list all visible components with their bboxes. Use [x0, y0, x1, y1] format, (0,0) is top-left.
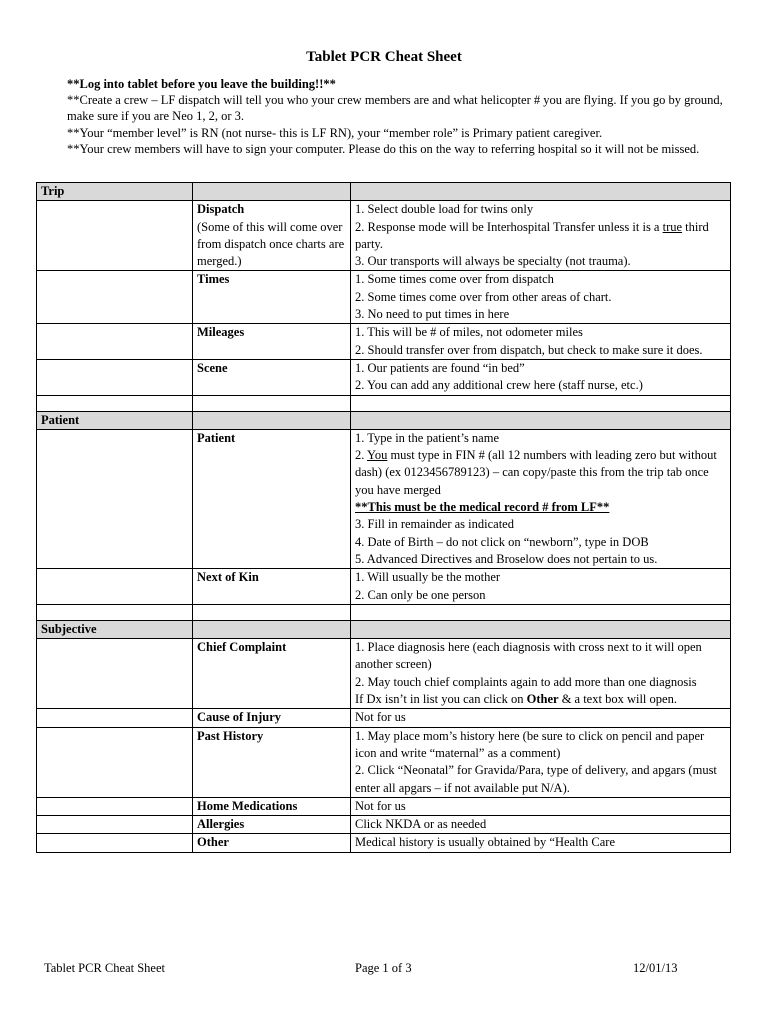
section-header-patient [37, 411, 731, 429]
note-line: 2. Some times come over from other areas of chart. [355, 289, 612, 304]
note-line: 4. Date of Birth – do not click on “newborn”, type in DOB [355, 534, 649, 549]
note-line: 1. Select double load for twins only [355, 202, 534, 217]
notes-cell [351, 359, 731, 395]
table-row [37, 709, 731, 727]
note-text: & a text box will open. [558, 692, 677, 707]
note-emphasis: **This must be the medical record # from LF** [355, 500, 610, 515]
note-line: Not for us [351, 797, 731, 815]
note-line: 1. Place diagnosis here (each diagnosis with cross next to it will open another screen) [355, 640, 702, 672]
note-underlined: true [662, 219, 683, 234]
table-row [37, 569, 731, 605]
note-line: 2. Can only be one person [355, 587, 486, 602]
note-line: Click NKDA or as needed [351, 816, 731, 834]
notes-cell [351, 569, 731, 605]
note-line: 1. Our patients are found “in bed” [355, 360, 525, 375]
note-text: must type in FIN # (all 12 numbers with leading zero but without dash) (ex 0123456789123) – can copy/paste this from the trip tab once you have merged [355, 448, 717, 497]
table-row [37, 201, 731, 271]
note-line: Medical history is usually obtained by “Health Care [351, 834, 731, 852]
intro-note: **Your “member level” is RN (not nurse- this is LF RN), your “member role” is Primary patient caregiver. [67, 125, 603, 140]
footer-date: 12/01/13 [633, 961, 678, 975]
note-line [355, 447, 726, 499]
notes-cell [351, 429, 731, 568]
note-line: 1. Some times come over from dispatch [355, 272, 554, 287]
intro-note: **Create a crew – LF dispatch will tell you who your crew members are and what helicopter # you are flying. If you go by ground, make sure if you are Neo 1, 2, or 3. [67, 93, 723, 124]
topic-label: Other [193, 834, 351, 852]
topic-label: Chief Complaint [193, 639, 351, 709]
footer-title: Tablet PCR Cheat Sheet [44, 961, 165, 975]
table-row-empty [37, 395, 731, 411]
table-row-empty [37, 604, 731, 620]
topic-label: Times [193, 271, 351, 324]
note-line: 2. Click “Neonatal” for Gravida/Para, type of delivery, and apgars (must enter all apgars – if not available put N/A). [355, 763, 717, 795]
cheat-sheet-table [36, 182, 731, 853]
intro-notes [67, 76, 731, 157]
footer-page-number: Page 1 of 3 [355, 961, 412, 975]
note-line: 1. This will be # of miles, not odometer miles [355, 325, 583, 340]
topic-label: Allergies [193, 816, 351, 834]
section-label: Subjective [37, 620, 193, 638]
note-line: Not for us [351, 709, 731, 727]
table-row [37, 429, 731, 568]
note-line: 1. May place mom’s history here (be sure to click on pencil and paper icon and write “maternal” as a comment) [355, 728, 705, 760]
table-row [37, 816, 731, 834]
note-text: 2. [355, 448, 368, 463]
note-line: 3. Our transports will always be specialty (not trauma). [355, 254, 631, 269]
topic-label: Next of Kin [193, 569, 351, 605]
note-line: 3. Fill in remainder as indicated [355, 517, 514, 532]
notes-cell [351, 639, 731, 709]
topic-label: Dispatch [197, 202, 245, 217]
notes-cell [351, 727, 731, 797]
table-row [37, 639, 731, 709]
topic-note: (Some of this will come over from dispatch once charts are merged.) [197, 219, 345, 269]
note-text: If Dx isn’t in list you can click on [355, 692, 527, 707]
note-line: 1. Type in the patient’s name [355, 430, 500, 445]
note-bold: Other [526, 692, 559, 707]
note-line: 2. May touch chief complaints again to add more than one diagnosis [355, 674, 697, 689]
note-line [355, 219, 726, 254]
note-text: 2. Response mode will be Interhospital Transfer unless it is a [355, 219, 663, 234]
note-underlined: You [367, 448, 388, 463]
note-line: 5. Advanced Directives and Broselow does not pertain to us. [355, 551, 658, 566]
table-row [37, 797, 731, 815]
topic-label: Cause of Injury [193, 709, 351, 727]
topic-label: Patient [193, 429, 351, 568]
intro-note: **Log into tablet before you leave the building!!** [67, 77, 336, 91]
section-label: Patient [37, 411, 193, 429]
intro-note: **Your crew members will have to sign your computer. Please do this on the way to referring hospital so it will not be missed. [67, 141, 700, 156]
section-label: Trip [37, 183, 193, 201]
section-header-trip [37, 183, 731, 201]
note-line: 2. You can add any additional crew here (staff nurse, etc.) [355, 378, 643, 393]
notes-cell [351, 201, 731, 271]
topic-label: Home Medications [193, 797, 351, 815]
note-line: 2. Should transfer over from dispatch, but check to make sure it does. [355, 342, 703, 357]
page-title: Tablet PCR Cheat Sheet [306, 49, 462, 65]
section-header-subjective [37, 620, 731, 638]
topic-cell [193, 201, 351, 271]
table-row [37, 271, 731, 324]
table-row [37, 834, 731, 852]
table-row [37, 727, 731, 797]
note-text: third party. [355, 219, 709, 251]
notes-cell [351, 271, 731, 324]
note-line [355, 691, 726, 708]
topic-label: Mileages [193, 324, 351, 360]
topic-label: Past History [193, 727, 351, 797]
notes-cell [351, 324, 731, 360]
note-line: 1. Will usually be the mother [355, 570, 501, 585]
table-row [37, 324, 731, 360]
note-line: 3. No need to put times in here [355, 307, 510, 322]
table-row [37, 359, 731, 395]
topic-label: Scene [193, 359, 351, 395]
